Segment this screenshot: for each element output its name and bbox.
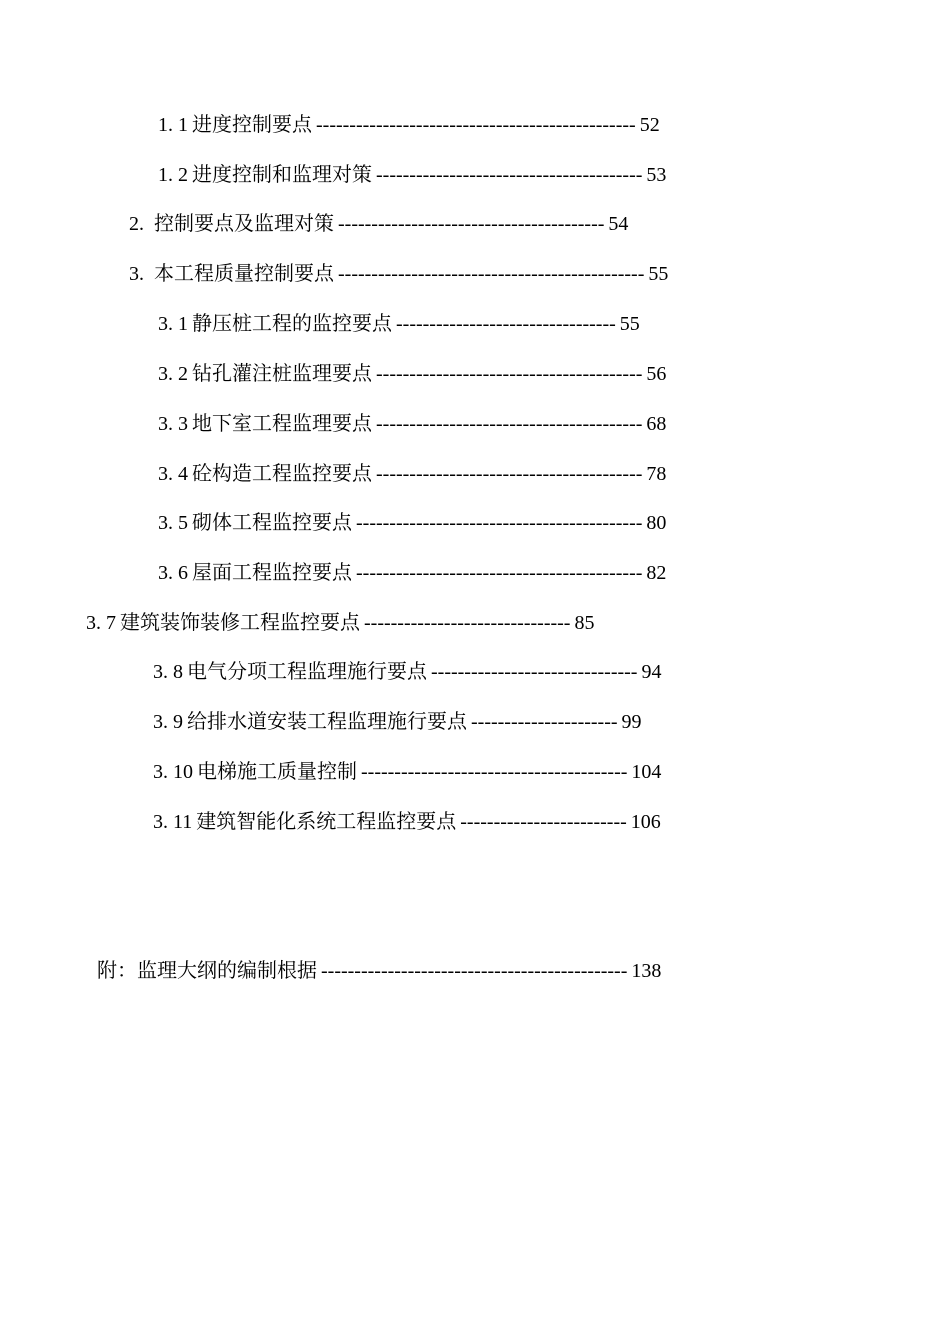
- toc-entry-number: 2.: [129, 213, 144, 235]
- toc-entry-title: 本工程质量控制要点: [154, 263, 334, 285]
- toc-entry-title: 电气分项工程监理施行要点: [187, 661, 427, 683]
- toc-entry-page: 55: [648, 263, 669, 285]
- toc-entry-number: 3. 6: [158, 562, 188, 584]
- toc-entry[interactable]: [158, 362, 666, 386]
- toc-appendix-page: 138: [631, 960, 662, 982]
- toc-entry[interactable]: [153, 810, 661, 834]
- toc-entry-number: 3. 3: [158, 413, 188, 435]
- toc-entry-number: 3. 10: [153, 761, 193, 783]
- toc-entry-title: 钻孔灌注桩监理要点: [192, 363, 372, 385]
- toc-entry-number: 3. 11: [153, 811, 193, 833]
- toc-entry-page: 80: [646, 512, 667, 534]
- toc-entry-leader: ----------------------------------------: [361, 761, 628, 783]
- toc-entry-leader: -------------------------: [460, 811, 627, 833]
- toc-entry-number: 3. 1: [158, 313, 188, 335]
- toc-entry[interactable]: [129, 262, 668, 286]
- toc-entry-title: 地下室工程监理要点: [192, 413, 372, 435]
- toc-entry-number: 3. 9: [153, 711, 183, 733]
- toc-entry-number: 3. 7: [86, 612, 116, 634]
- toc-entry-number: 3. 2: [158, 363, 188, 385]
- toc-entry-number: 3. 5: [158, 512, 188, 534]
- toc-entry-page: 68: [646, 413, 667, 435]
- toc-entry-leader: ----------------------------------------: [338, 213, 605, 235]
- toc-entry-leader: ----------------------: [471, 711, 618, 733]
- toc-entry-page: 78: [646, 463, 667, 485]
- toc-entry-page: 104: [631, 761, 662, 783]
- toc-entry-leader: ----------------------------------------: [376, 363, 643, 385]
- toc-entry-title: 进度控制要点: [192, 114, 312, 136]
- toc-entry[interactable]: [86, 611, 594, 635]
- toc-entry-title: 静压桩工程的监控要点: [192, 313, 392, 335]
- toc-entry-number: 1. 1: [158, 114, 188, 136]
- toc-entry-title: 砌体工程监控要点: [192, 512, 352, 534]
- toc-entry-title: 砼构造工程监控要点: [192, 463, 372, 485]
- toc-entry-leader: ----------------------------------------: [376, 463, 643, 485]
- toc-entry[interactable]: [153, 760, 661, 784]
- toc-entry-page: 52: [639, 114, 660, 136]
- toc-entry-title: 建筑装饰装修工程监控要点: [120, 612, 360, 634]
- toc-entry-page: 56: [646, 363, 667, 385]
- toc-entry-leader: ----------------------------------------: [376, 164, 643, 186]
- toc-entry[interactable]: [158, 462, 666, 486]
- toc-appendix[interactable]: [97, 959, 661, 983]
- toc-entry-page: 54: [608, 213, 629, 235]
- toc-entry-leader: ---------------------------------: [396, 313, 616, 335]
- toc-entry-title: 电梯施工质量控制: [197, 761, 357, 783]
- toc-entry-page: 106: [630, 811, 661, 833]
- toc-entry-page: 94: [641, 661, 662, 683]
- toc-entry-number: 3.: [129, 263, 144, 285]
- toc-appendix-leader: ----------------------------------------------: [321, 960, 628, 982]
- toc-entry-page: 99: [621, 711, 642, 733]
- toc-entry-leader: -------------------------------: [364, 612, 571, 634]
- toc-entry-title: 控制要点及监理对策: [154, 213, 334, 235]
- toc-entry-leader: ------------------------------------------------: [316, 114, 636, 136]
- toc-entry[interactable]: [158, 412, 666, 436]
- toc-entry-page: 82: [646, 562, 667, 584]
- toc-entry-leader: -------------------------------: [431, 661, 638, 683]
- toc-entry-number: 3. 4: [158, 463, 188, 485]
- toc-entry-leader: -------------------------------------------: [356, 562, 643, 584]
- toc-entry-page: 53: [646, 164, 667, 186]
- toc-entry-title: 屋面工程监控要点: [192, 562, 352, 584]
- toc-entry[interactable]: [129, 212, 628, 236]
- toc-entry-page: 55: [619, 313, 640, 335]
- toc-entry-title: 给排水道安装工程监理施行要点: [187, 711, 467, 733]
- toc-appendix-title: 附：监理大纲的编制根据: [97, 960, 317, 982]
- toc-entry-number: 1. 2: [158, 164, 188, 186]
- toc-entry-title: 建筑智能化系统工程监控要点: [196, 811, 457, 833]
- toc-entry[interactable]: [158, 511, 666, 535]
- toc-entry[interactable]: [153, 710, 642, 734]
- toc-entry-title: 进度控制和监理对策: [192, 164, 372, 186]
- toc-entry-number: 3. 8: [153, 661, 183, 683]
- toc-entry[interactable]: [158, 312, 640, 336]
- toc-entry[interactable]: [153, 660, 661, 684]
- toc-entry-leader: ----------------------------------------: [376, 413, 643, 435]
- toc-entry[interactable]: [158, 163, 666, 187]
- toc-entry[interactable]: [158, 561, 666, 585]
- toc-entry-page: 85: [574, 612, 595, 634]
- toc-entry-leader: -------------------------------------------: [356, 512, 643, 534]
- toc-entry-leader: ----------------------------------------------: [338, 263, 645, 285]
- toc-entry[interactable]: [158, 113, 660, 137]
